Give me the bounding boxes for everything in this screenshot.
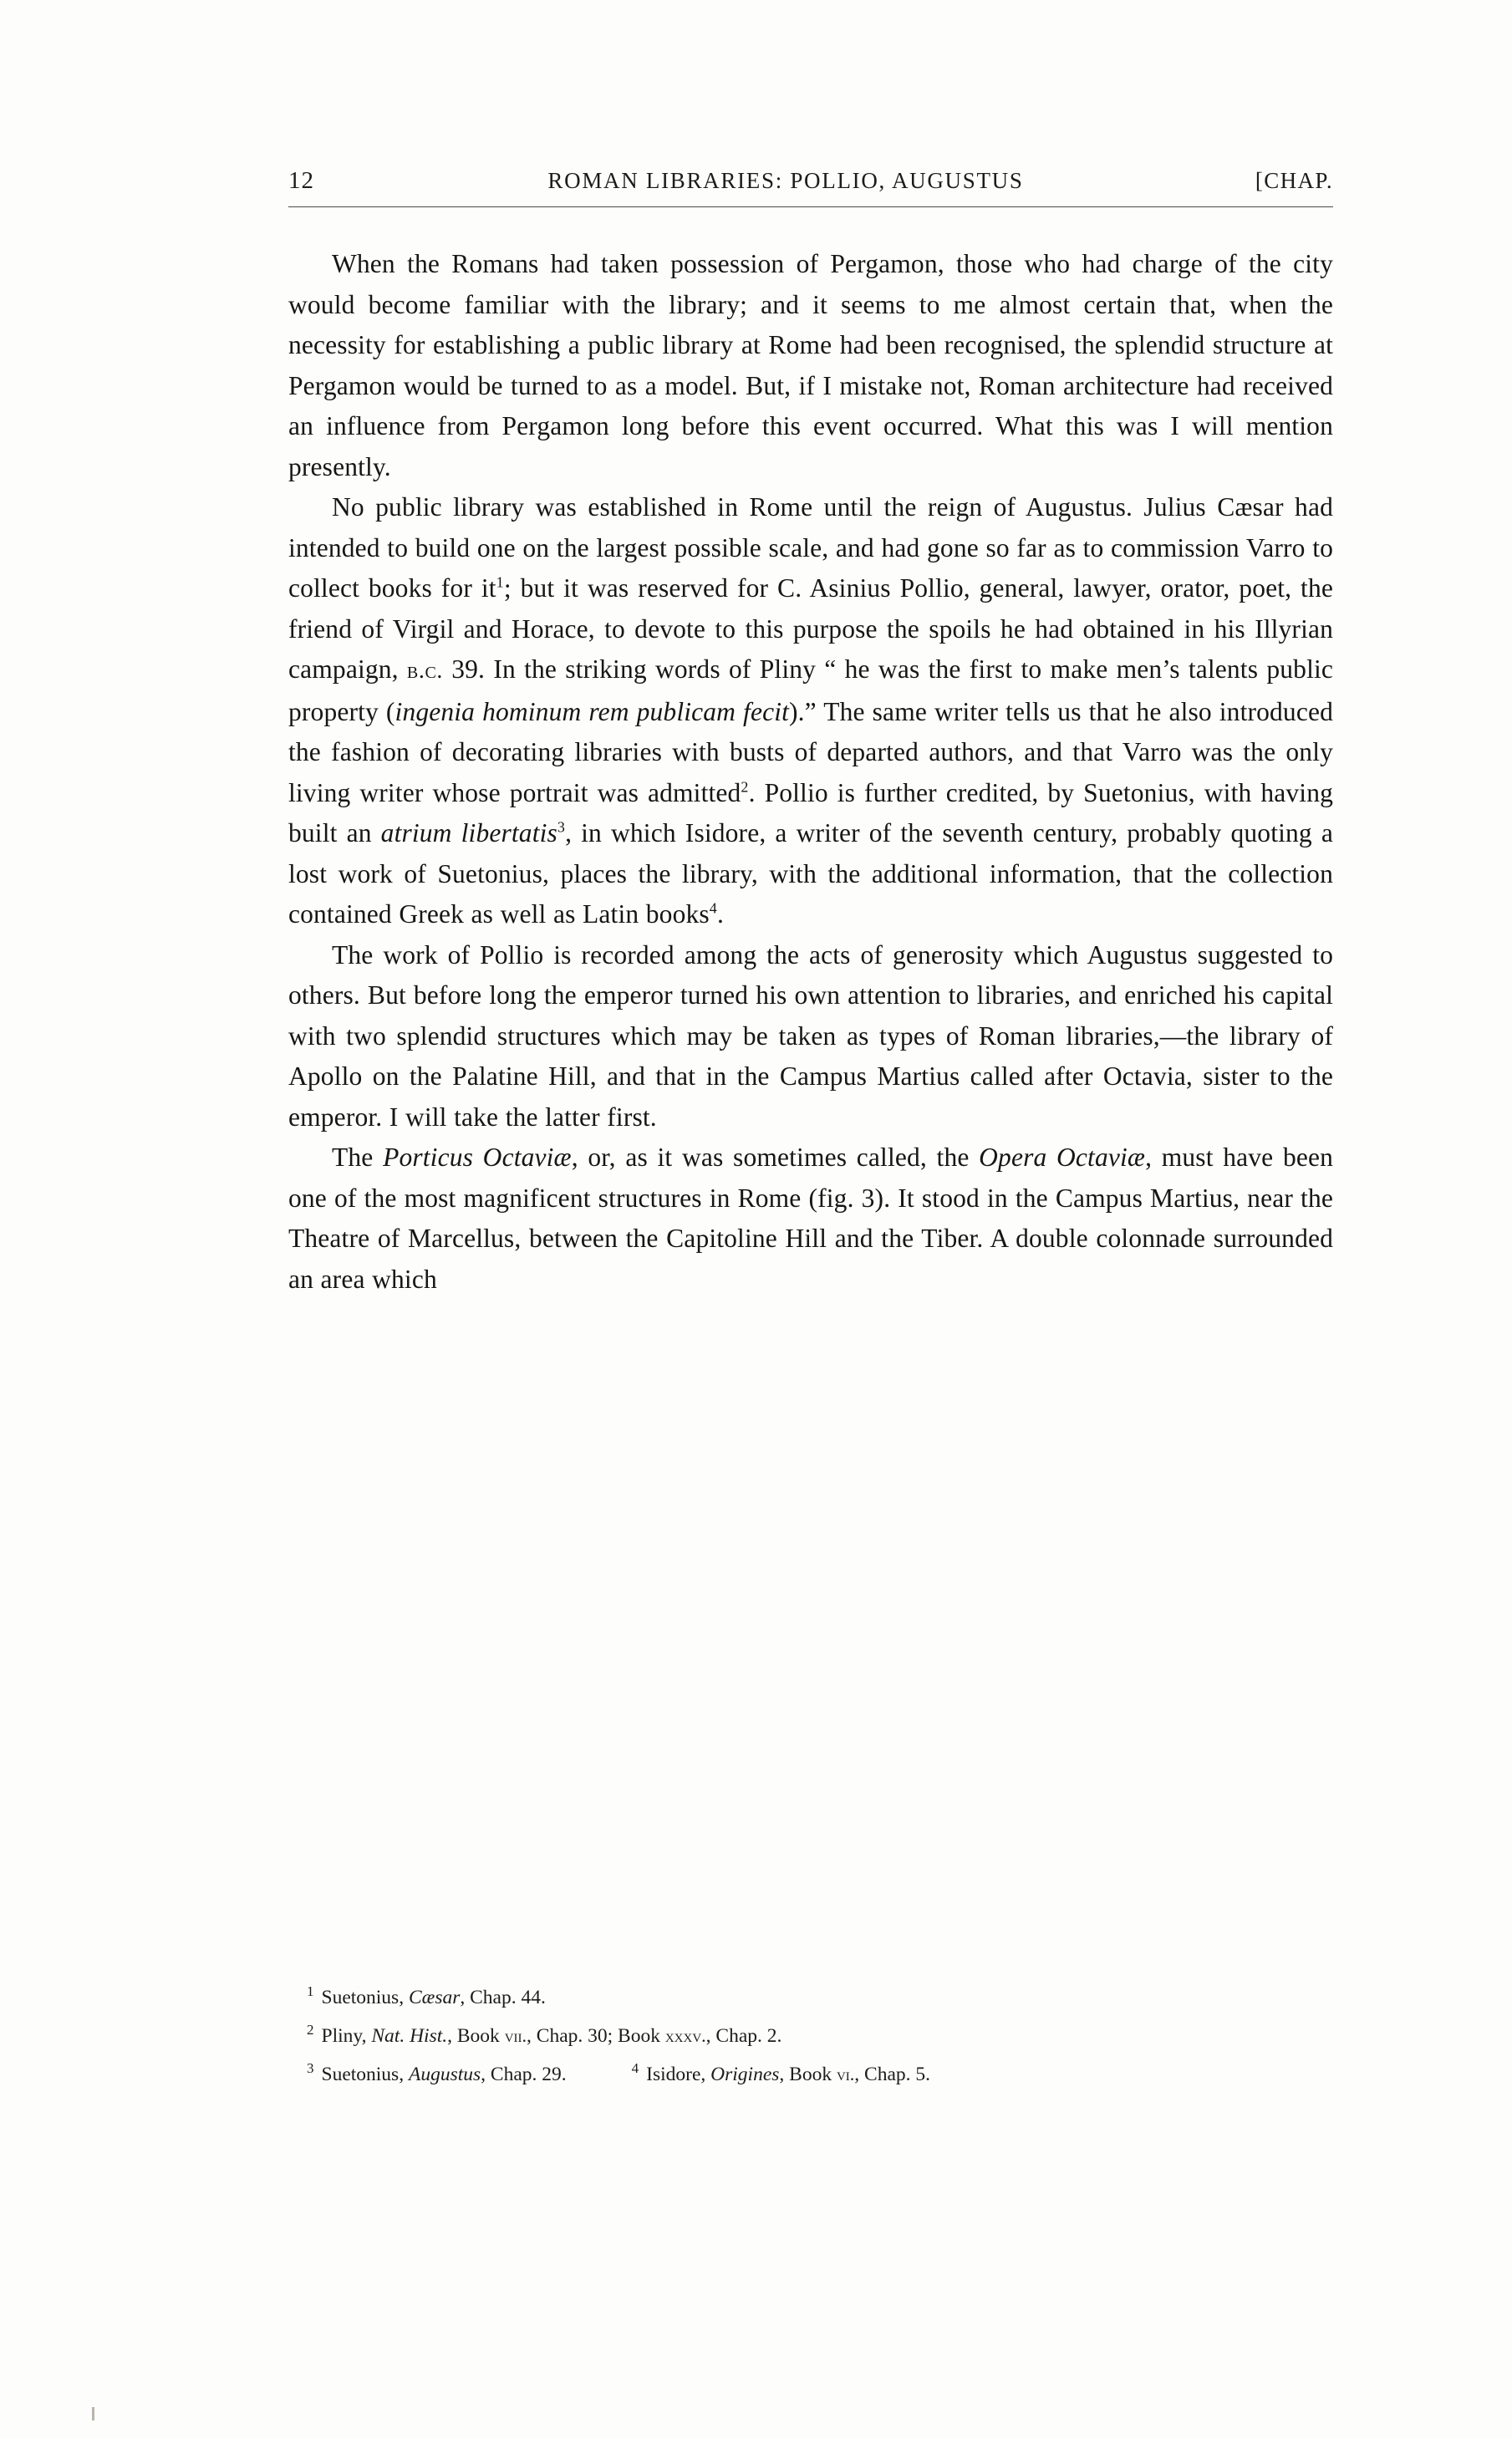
text-run: , Chap. 5.	[854, 2064, 931, 2085]
page-content	[288, 167, 1333, 1300]
text-run: Suetonius,	[321, 2064, 409, 2085]
paragraph-pergamon-model: When the Romans had taken possession of Pergamon, those who had charge of the city would become familiar with the library; and it seems to me almost certain that, when the necessity for establishing a public library at Rome had been recognised, the splendid structure at Pergamon would be turned to as a model. But, if I mistake not, Roman architecture had received an influence from Pergamon long before this event occurred. What this was I will mention presently.	[288, 249, 1333, 481]
work-title-caesar: Cæsar	[408, 1987, 461, 2008]
footnote-number: 4	[631, 2060, 639, 2077]
text-run: , Chap. 44.	[460, 1987, 546, 2008]
paragraph-augustus: The work of Pollio is recorded among the acts of generosity which Augustus suggested to others. But before long the emperor turned his own attention to libraries, and enriched his capital with two splendid structures which may be taken as types of Roman libraries,—the library of Apollo on the Palatine Hill, and that in the Campus Martius called after Octavia, sister to the emperor. I will take the latter first.	[288, 939, 1333, 1132]
text-run: , or, as it was sometimes called, the	[571, 1143, 980, 1172]
running-title: ROMAN LIBRARIES: POLLIO, AUGUSTUS	[547, 168, 1024, 193]
text-run: , must have been one of the most magnificent structures in Rome (fig. 3). It stood in the Campus Martius, near the Theatre of Marcellus, between the Capitoline Hill and the Tiber. A double colonnade surrounded an area which	[288, 1143, 1334, 1294]
text-run: , Book	[779, 2064, 837, 2085]
footnote-ref-3[interactable]: 3	[557, 818, 566, 836]
book-numeral: vi.	[836, 2064, 855, 2084]
paragraph-pollio	[288, 487, 1333, 935]
text-run: , Chap. 30; Book	[527, 2025, 665, 2047]
text-run: , Chap. 2.	[705, 2025, 782, 2047]
smallcaps-bc: b.c.	[406, 658, 444, 684]
text-run: ).” The same writer tells us that he also introduced the fashion of decorating libraries with busts of departed authors, and that Varro was the only living writer whose portrait was admitted	[288, 696, 1333, 807]
page-number: 12	[288, 167, 314, 194]
book-numeral: vii.	[504, 2025, 527, 2046]
footnote-number: 1	[307, 1983, 314, 2000]
paragraph-porticus	[288, 1138, 1333, 1300]
footnotes-block	[307, 1981, 1335, 2096]
footnote-3-and-4	[307, 2058, 1335, 2091]
footnote-ref-4[interactable]: 4	[709, 899, 717, 917]
text-run: , Book	[447, 2025, 505, 2047]
text-run: The	[332, 1143, 384, 1172]
latin-phrase-atrium: atrium libertatis	[380, 818, 557, 847]
work-title-augustus: Augustus	[408, 2064, 481, 2085]
text-run: No public library was established in Rome until the reign of Augustus. Julius Cæsar had intended to build one on the largest possible scale, and had gone so far as to commission Varro to collect books for it	[288, 492, 1333, 603]
footnote-ref-1[interactable]: 1	[496, 573, 504, 591]
text-run: . Pollio is further credited, by Suetonius, with having built an	[288, 777, 1333, 847]
text-run: .	[716, 899, 724, 929]
latin-phrase-porticus-octaviae: Porticus Octaviæ	[383, 1143, 572, 1172]
work-title-origines: Origines	[710, 2064, 780, 2085]
text-run: ; but it was reserved for C. Asinius Pollio, general, lawyer, orator, poet, the friend of Virgil and Horace, to devote to this purpose the spoils he had obtained in his Illyrian campaign,	[288, 573, 1333, 684]
text-run: 39. In the striking words of Pliny “ he was the first to make men’s talents public property (	[288, 654, 1333, 726]
text-run: Isidore,	[646, 2064, 711, 2085]
footnote-ref-2[interactable]: 2	[741, 778, 749, 795]
text-run: Suetonius,	[321, 1987, 409, 2008]
header-rule	[288, 206, 1333, 207]
footnote-2	[307, 2019, 1335, 2053]
chapter-marker: [CHAP.	[1255, 168, 1333, 193]
work-title-nat-hist: Nat. Hist.	[371, 2025, 448, 2047]
latin-phrase-ingenia: ingenia hominum rem publicam fecit	[395, 696, 790, 726]
footnote-1	[307, 1981, 1335, 2014]
footnote-number: 3	[307, 2060, 314, 2077]
footnote-number: 2	[307, 2022, 314, 2038]
page-speck	[92, 2407, 94, 2420]
book-numeral: xxxv.	[664, 2025, 706, 2046]
text-run: Pliny,	[321, 2025, 372, 2047]
running-head	[288, 167, 1333, 195]
text-run: , in which Isidore, a writer of the seventh century, probably quoting a lost work of Suetonius, places the library, with the additional information, that the collection contained Greek as well as Latin books	[288, 818, 1333, 929]
latin-phrase-opera-octaviae: Opera Octaviæ	[979, 1143, 1146, 1172]
text-run: , Chap. 29.	[481, 2064, 567, 2085]
